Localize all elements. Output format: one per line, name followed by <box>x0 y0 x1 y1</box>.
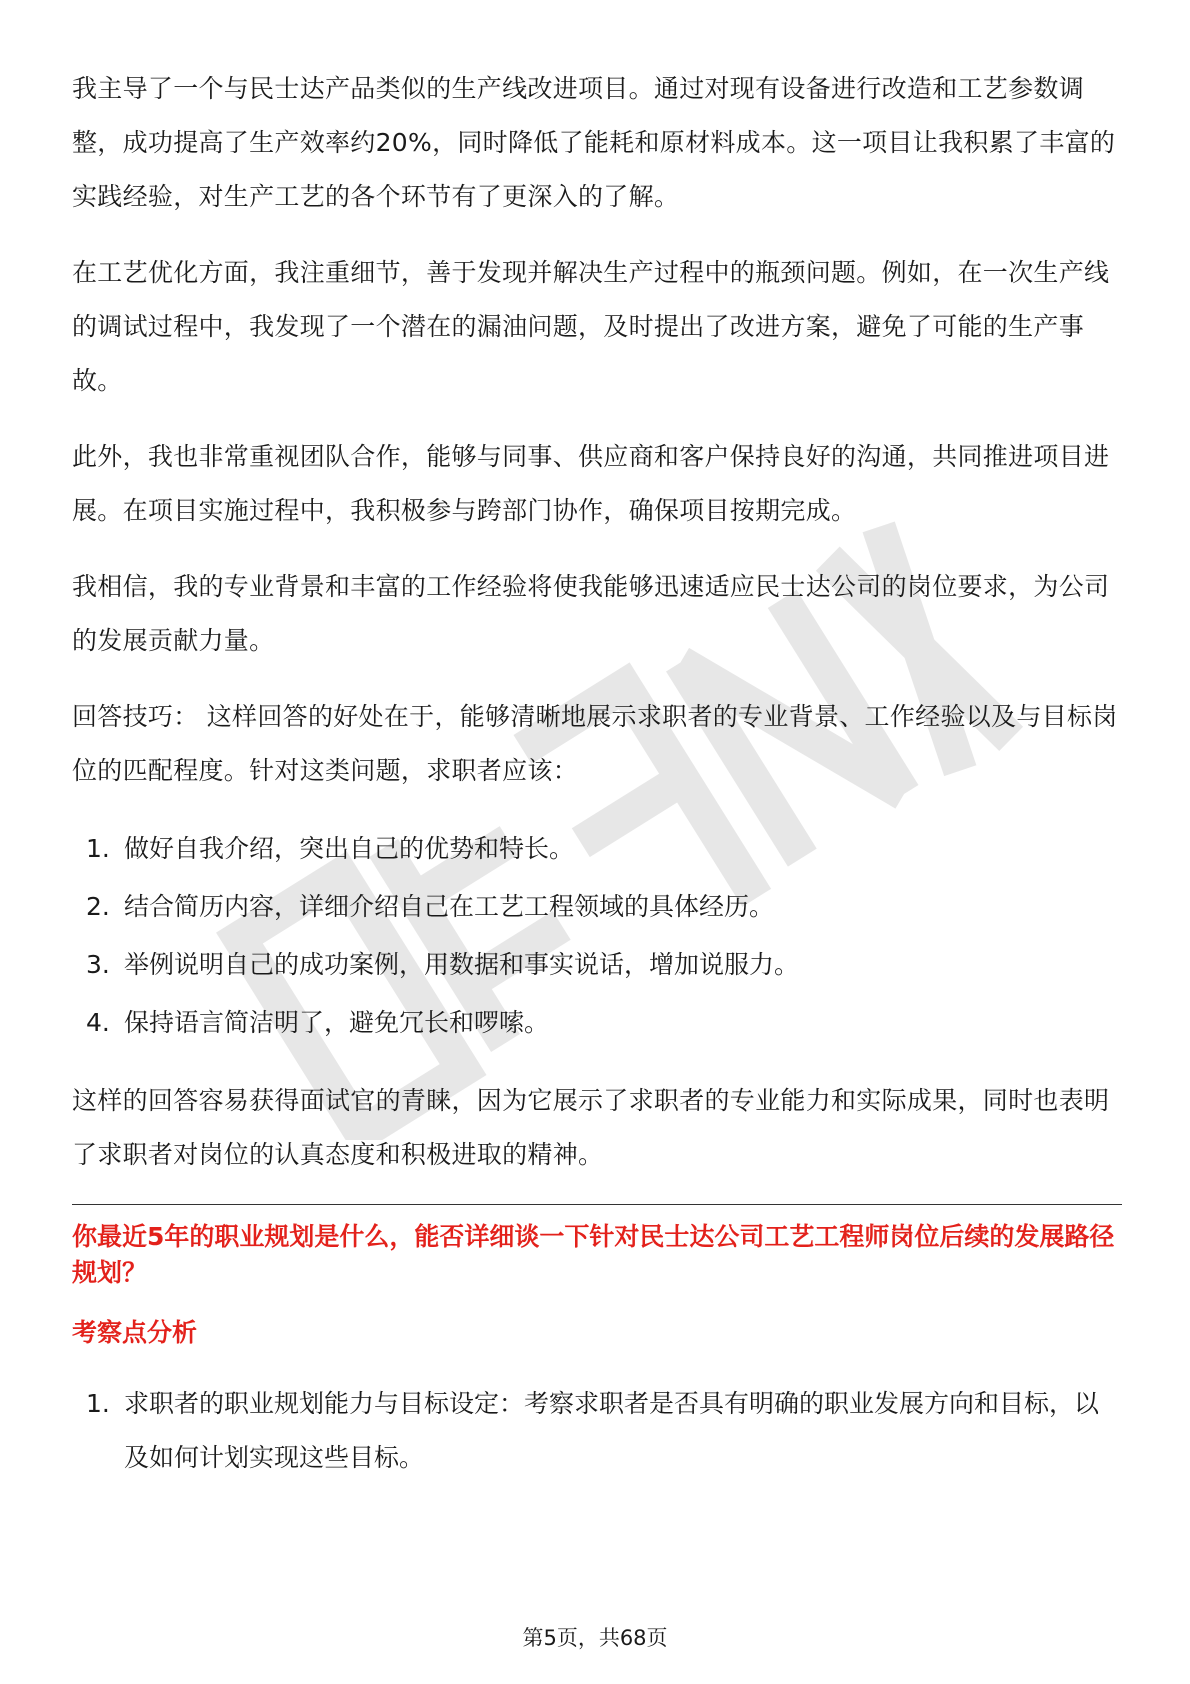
tips-list <box>72 820 1122 1052</box>
list-number: 1. <box>86 834 110 863</box>
list-item <box>72 1377 1122 1485</box>
paragraph-closing: 这样的回答容易获得面试官的青睐，因为它展示了求职者的专业能力和实际成果，同时也表明了求职者对岗位的认真态度和积极进取的精神。 <box>72 1086 1110 1169</box>
list-item-text: 求职者的职业规划能力与目标设定：考察求职者是否具有明确的职业发展方向和目标，以及如何计划实现这些目标。 <box>124 1389 1100 1472</box>
list-item <box>72 936 1122 994</box>
list-item-text: 举例说明自己的成功案例，用数据和事实说话，增加说服力。 <box>124 950 800 979</box>
list-number: 3. <box>86 950 110 979</box>
paragraph-teamwork: 此外，我也非常重视团队合作，能够与同事、供应商和客户保持良好的沟通，共同推进项目进展。在项目实施过程中，我积极参与跨部门协作，确保项目按期完成。 <box>72 442 1110 525</box>
list-item <box>72 820 1122 878</box>
paragraph-tips-intro: 回答技巧： 这样回答的好处在于，能够清晰地展示求职者的专业背景、工作经验以及与目标岗位的匹配程度。针对这类问题，求职者应该： <box>72 702 1118 785</box>
list-item <box>72 994 1122 1052</box>
paragraph-belief: 我相信，我的专业背景和丰富的工作经验将使我能够迅速适应民士达公司的岗位要求，为公司的发展贡献力量。 <box>72 572 1110 655</box>
paragraph-optimization: 在工艺优化方面，我注重细节，善于发现并解决生产过程中的瓶颈问题。例如，在一次生产线的调试过程中，我发现了一个潜在的漏油问题，及时提出了改进方案，避免了可能的生产事故。 <box>72 258 1110 395</box>
list-number: 1. <box>86 1389 110 1418</box>
list-item-text: 结合简历内容，详细介绍自己在工艺工程领域的具体经历。 <box>124 892 775 921</box>
page-content <box>72 62 1122 1485</box>
list-item <box>72 878 1122 936</box>
page-footer: 第5页，共68页 <box>522 1626 668 1650</box>
question-heading: 你最近5年的职业规划是什么，能否详细谈一下针对民士达公司工艺工程师岗位后续的发展路径规划？ <box>72 1222 1115 1287</box>
list-item-text: 做好自我介绍，突出自己的优势和特长。 <box>124 834 575 863</box>
section-divider <box>72 1204 1122 1205</box>
list-number: 4. <box>86 1008 110 1037</box>
paragraph-project: 我主导了一个与民士达产品类似的生产线改进项目。通过对现有设备进行改造和工艺参数调整，成功提高了生产效率约20%，同时降低了能耗和原材料成本。这一项目让我积累了丰富的实践经验，对生产工艺的各个环节有了更深入的了解。 <box>72 74 1116 211</box>
list-item-text: 保持语言简洁明了，避免冗长和啰嗦。 <box>124 1008 550 1037</box>
analysis-list <box>72 1377 1122 1485</box>
analysis-heading: 考察点分析 <box>72 1318 198 1347</box>
list-number: 2. <box>86 892 110 921</box>
